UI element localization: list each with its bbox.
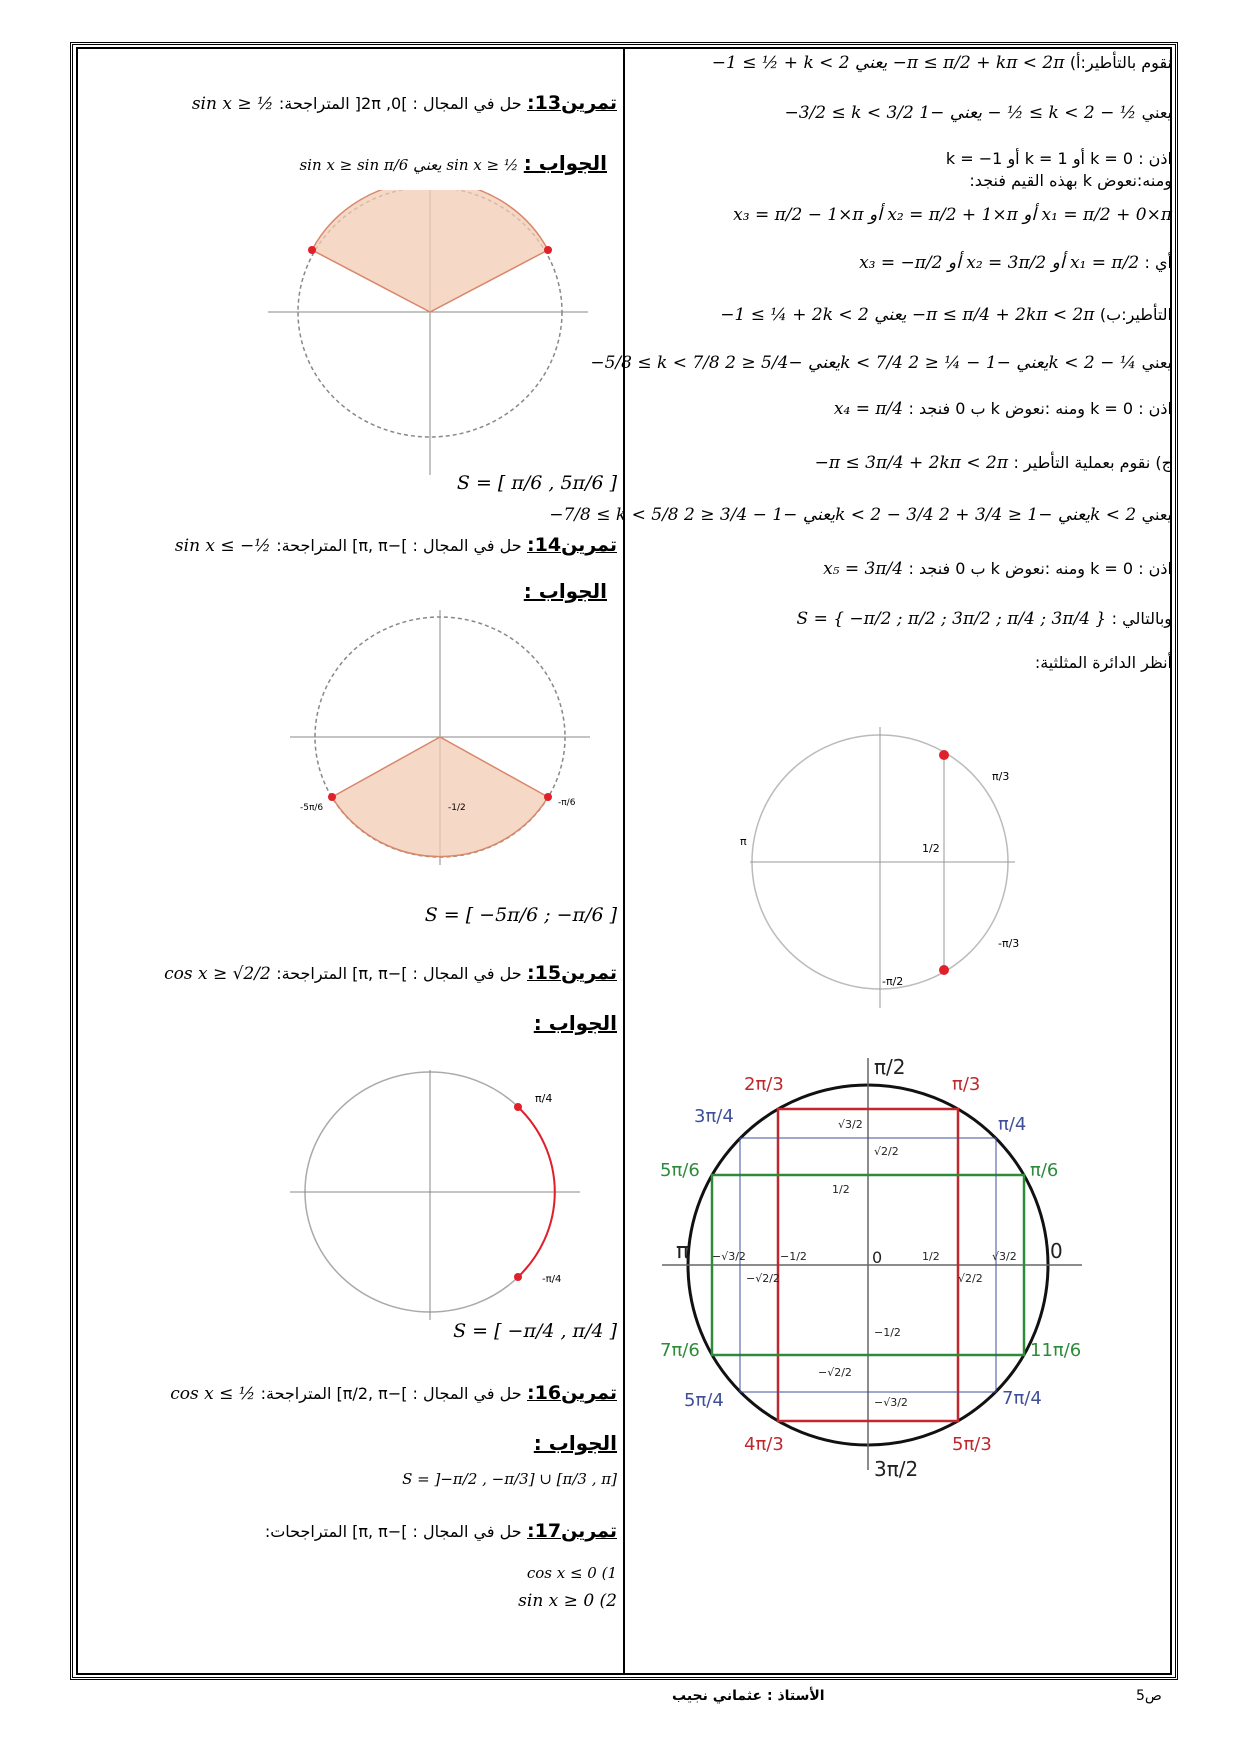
ex13-answer-label: الجواب : <box>523 151 607 175</box>
value-sqrt3-over-2-right: √3/2 <box>992 1250 1017 1263</box>
line-7-label: التأطير:ب) <box>1099 305 1172 324</box>
ex14-solution-math: S = [ −5π/6 ; −π/6 ] <box>424 904 617 926</box>
footer-teacher: الأستاذ : عثماني نجيب <box>672 1688 825 1704</box>
line-12-math: x₅ = 3π/4 <box>823 559 904 579</box>
angle-5pi-over-4: 5π/4 <box>684 1390 724 1411</box>
line-10-math: −π ≤ 3π/4 + 2kπ < 2π <box>814 453 1009 473</box>
line-9-math: x₄ = π/4 <box>833 399 904 419</box>
ex13-math: sin x ≥ ½ <box>191 94 274 114</box>
point-minus-pi-over-6 <box>544 793 552 801</box>
ex16-solution-math: S = ]−π/2 , −π/3] ∪ [π/3 , π] <box>402 1470 617 1488</box>
ex13-text: حل في المجال : ]0, 2π[ المتراجحة: <box>278 94 522 113</box>
unit-circle-diagram <box>652 1050 1092 1480</box>
value-minus-sqrt3-over-2-bottom: −√3/2 <box>874 1396 908 1409</box>
ex13-title: تمرين13: <box>527 92 617 114</box>
label-minus-pi-over-6: -π/6 <box>558 798 576 808</box>
angle-11pi-over-6: 11π/6 <box>1030 1340 1082 1361</box>
ex15-answer-row <box>534 1012 617 1036</box>
ex16-math: cos x ≤ ½ <box>170 1384 256 1404</box>
ex16-answer-row <box>534 1432 617 1456</box>
point-pi-over-6 <box>544 246 552 254</box>
ex13-circle-figure <box>268 190 598 480</box>
line-1-math: −1 ≤ ½ + k < 2 يعني −π ≤ π/2 + kπ < 2π <box>711 53 1065 73</box>
footer-page-number: ص5 <box>1136 1688 1162 1704</box>
ex13-statement <box>192 92 617 115</box>
line-1-label: نقوم بالتأطير:أ) <box>1069 53 1172 72</box>
label-pi-over-4: π/4 <box>535 1092 553 1105</box>
line-7-math: −1 ≤ ¼ + 2k < 2 يعني −π ≤ π/4 + 2kπ < 2π <box>720 305 1095 325</box>
trig-circle-pi-over-3 <box>730 725 1030 1015</box>
shaded-sector <box>332 737 548 857</box>
value-minus-sqrt3-over-2-left: −√3/2 <box>712 1250 746 1263</box>
line-10-text: ج) نقوم بعملية التأطير : <box>1013 453 1172 472</box>
line-8-math: −5/8 ≤ k < 7/8 يعني −5/4 ≤ 2k < 7/4 يعني −1 − ¼ ≤ 2k < 2 − ¼ <box>590 353 1137 373</box>
line-4: ومنه:نعوض k بهذه القيم فنجد: <box>969 171 1172 190</box>
line-14: أنظر الدائرة المثلثية: <box>1034 653 1172 672</box>
ex15-answer-label: الجواب : <box>533 1011 617 1035</box>
label-pi: π <box>740 835 747 848</box>
ex15-math: cos x ≥ √2/2 <box>164 964 271 984</box>
point-minus-5pi-over-6 <box>328 793 336 801</box>
ex17-item-2 <box>518 1590 617 1612</box>
ex17-statement <box>265 1520 617 1543</box>
line-2 <box>784 102 1172 124</box>
line-5 <box>733 204 1172 226</box>
value-zero: 0 <box>872 1248 883 1267</box>
label-minus-pi-over-2: -π/2 <box>882 975 904 988</box>
point-pi-over-4 <box>514 1103 522 1111</box>
ex17-text: حل في المجال : ]−π, π] المتراجحات: <box>264 1522 522 1541</box>
ex13-solution-math: S = [ π/6 , 5π/6 ] <box>456 472 617 494</box>
ex15-statement <box>164 962 617 985</box>
line-9-text: اذن : k = 0 ومنه :نعوض k ب 0 فنجد : <box>908 399 1172 418</box>
value-sqrt2-over-2-top: √2/2 <box>874 1145 899 1158</box>
ex15-title: تمرين15: <box>527 962 617 984</box>
ex16-answer-label: الجواب : <box>533 1431 617 1455</box>
shaded-sector <box>312 190 548 312</box>
ex16-title: تمرين16: <box>527 1382 617 1404</box>
line-3: اذن : k = 0 أو k = 1 أو k = −1 <box>945 149 1172 168</box>
ex13-answer-row <box>299 152 607 176</box>
ex13-step: sin x ≥ sin π/6 يعني sin x ≥ ½ <box>299 156 519 174</box>
angle-zero: 0 <box>1050 1239 1063 1263</box>
ex14-answer-row <box>524 580 607 604</box>
ex17-item-1 <box>527 1562 617 1584</box>
label-minus-pi-over-4: -π/4 <box>542 1274 562 1285</box>
point-minus-pi-over-4 <box>514 1273 522 1281</box>
angle-3pi-over-2: 3π/2 <box>874 1457 919 1480</box>
line-1 <box>712 52 1172 74</box>
line-13-text: وبالتالي : <box>1111 609 1172 628</box>
line-6-label: أي : <box>1144 253 1172 272</box>
value-minus-sqrt2-over-2-left: −√2/2 <box>746 1272 780 1285</box>
point-minus-pi-over-3 <box>939 965 949 975</box>
ex17-title: تمرين17: <box>527 1520 617 1542</box>
value-sqrt3-over-2-top: √3/2 <box>838 1118 863 1131</box>
ex16-solution <box>402 1468 617 1490</box>
angle-4pi-over-3: 4π/3 <box>744 1434 784 1455</box>
angle-7pi-over-6: 7π/6 <box>660 1340 700 1361</box>
ex14-title: تمرين14: <box>527 534 617 556</box>
line-6-math: x₃ = −π/2 أو x₂ = 3π/2 أو x₁ = π/2 <box>859 253 1140 273</box>
ex14-statement <box>175 534 617 557</box>
ex14-circle-figure <box>290 610 590 865</box>
line-11-label: يعني <box>1141 505 1172 524</box>
ex14-text: حل في المجال : ]−π, π] المتراجحة: <box>276 536 522 555</box>
ex14-answer-label: الجواب : <box>523 579 607 603</box>
angle-pi-over-3: π/3 <box>952 1074 981 1095</box>
value-half-right: 1/2 <box>922 1250 940 1263</box>
line-8-label: يعني <box>1141 353 1172 372</box>
angle-3pi-over-4: 3π/4 <box>694 1106 734 1127</box>
ex15-text: حل في المجال : ]−π, π] المتراجحة: <box>276 964 522 983</box>
line-13 <box>797 608 1172 630</box>
ex16-text: حل في المجال : ]−π/2, π] المتراجحة: <box>260 1384 522 1403</box>
line-11 <box>549 504 1172 526</box>
line-12-text: اذن : k = 0 ومنه :نعوض k ب 0 فنجد : <box>908 559 1172 578</box>
line-2-math: −3/2 ≤ k < 3/2 يعني −1 − ½ ≤ k < 2 − ½ <box>784 103 1137 123</box>
ex15-circle-figure <box>290 1070 600 1325</box>
angle-pi-over-6: π/6 <box>1030 1160 1059 1181</box>
angle-pi-over-4: π/4 <box>998 1114 1027 1135</box>
ex14-math: sin x ≤ −½ <box>174 536 271 556</box>
column-divider <box>623 47 625 1675</box>
label-minus-pi-over-3: -π/3 <box>998 937 1020 950</box>
ex15-solution-math: S = [ −π/4 , π/4 ] <box>453 1320 617 1342</box>
line-11-math: −7/8 ≤ k < 5/8 يعني −1 − 3/4 ≤ 2k < 2 − 3/4 يعني −1 ≤ 3/4 + 2k < 2 <box>549 505 1137 525</box>
angle-pi: π <box>676 1239 690 1264</box>
line-9 <box>834 398 1172 420</box>
label-minus-5pi-over-6: -5π/6 <box>300 803 324 813</box>
value-sqrt2-over-2-right: √2/2 <box>958 1272 983 1285</box>
line-6 <box>859 252 1172 274</box>
ex16-statement <box>170 1382 617 1405</box>
point-pi-over-3 <box>939 750 949 760</box>
ex14-solution <box>425 904 617 926</box>
angle-pi-over-2: π/2 <box>874 1055 906 1079</box>
angle-7pi-over-4: 7π/4 <box>1002 1388 1042 1409</box>
line-13-math: S = { −π/2 ; π/2 ; 3π/2 ; π/4 ; 3π/4 } <box>796 609 1107 629</box>
angle-5pi-over-3: 5π/3 <box>952 1434 992 1455</box>
line-12 <box>823 558 1172 580</box>
line-5-math: x₃ = π/2 − 1×π أو x₂ = π/2 + 1×π أو x₁ = π/2 + 0×π <box>733 205 1172 225</box>
angle-5pi-over-6: 5π/6 <box>660 1160 700 1181</box>
label-half: 1/2 <box>922 842 940 855</box>
value-minus-sqrt2-over-2-bottom: −√2/2 <box>818 1366 852 1379</box>
line-2-label: يعني <box>1141 103 1172 122</box>
line-10 <box>815 452 1172 474</box>
ex17-item-2-math: sin x ≥ 0 (2 <box>518 1591 617 1611</box>
value-half-top: 1/2 <box>832 1183 850 1196</box>
line-8 <box>590 352 1172 374</box>
line-7 <box>720 304 1172 326</box>
value-minus-half-left: −1/2 <box>780 1250 807 1263</box>
value-minus-half-bottom: −1/2 <box>874 1326 901 1339</box>
label-pi-over-3: π/3 <box>992 770 1010 783</box>
label-minus-half: -1/2 <box>448 803 466 813</box>
ex17-item-1-math: cos x ≤ 0 (1 <box>526 1564 617 1582</box>
angle-2pi-over-3: 2π/3 <box>744 1074 784 1095</box>
point-5pi-over-6 <box>308 246 316 254</box>
